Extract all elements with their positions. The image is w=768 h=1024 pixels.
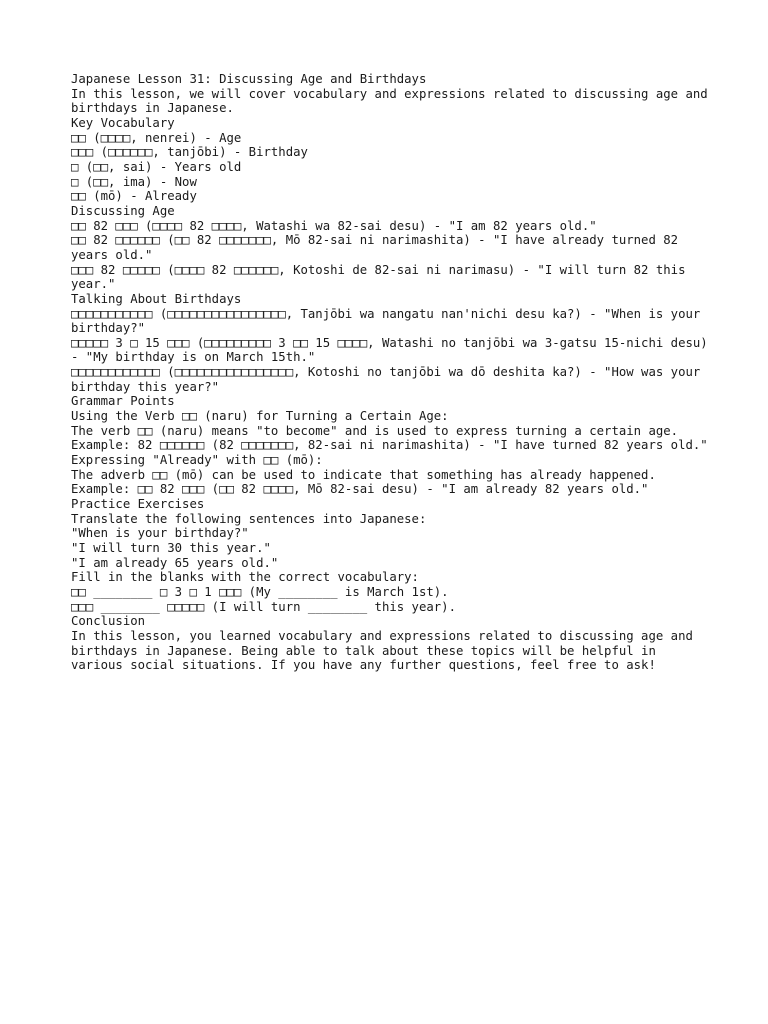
exercise-item: □□ ________ □ 3 □ 1 □□□ (My ________ is March 1st).	[71, 584, 449, 599]
conclusion-paragraph: In this lesson, you learned vocabulary and expressions related to discussing age and birthdays in Japanese. Being able to talk about these topics will be helpful in various social situations. If you have any further questions, feel free to ask!	[71, 628, 701, 673]
exercise-instruction: Translate the following sentences into Japanese:	[71, 511, 427, 526]
vocab-item-already: □□ (mō) - Already	[71, 189, 197, 204]
vocab-item-now: □ (□□, ima) - Now	[71, 174, 197, 189]
intro-paragraph: In this lesson, we will cover vocabulary and expressions related to discussing age and birthdays in Japanese.	[71, 86, 716, 116]
section-heading-conclusion: Conclusion	[71, 614, 146, 629]
grammar-example: Example: 82 □□□□□□ (82 □□□□□□□, 82-sai ni narimashita) - "I have turned 82 years old."	[71, 438, 708, 453]
lesson-title: Japanese Lesson 31: Discussing Age and Birthdays	[71, 72, 427, 86]
exercise-item: □□□ ________ □□□□□ (I will turn ________ this year).	[71, 599, 456, 614]
section-heading-talking-about-birthdays: Talking About Birthdays	[71, 291, 242, 306]
example-sentence: □□□ 82 □□□□□ (□□□□ 82 □□□□□□, Kotoshi de 82-sai ni narimasu) - "I will turn 82 this year."	[71, 262, 693, 292]
section-heading-key-vocabulary: Key Vocabulary	[71, 115, 175, 130]
example-sentence: □□ 82 □□□ (□□□□ 82 □□□□, Watashi wa 82-sai desu) - "I am 82 years old."	[71, 218, 597, 233]
section-heading-practice-exercises: Practice Exercises	[71, 497, 205, 512]
grammar-example: Example: □□ 82 □□□ (□□ 82 □□□□, Mō 82-sai desu) - "I am already 82 years old."	[71, 482, 649, 497]
grammar-explanation: The verb □□ (naru) means "to become" and is used to express turning a certain age.	[71, 423, 679, 438]
grammar-subheading: Using the Verb □□ (naru) for Turning a Certain Age:	[71, 409, 449, 424]
example-sentence: □□□□□□□□□□□□ (□□□□□□□□□□□□□□□□, Kotoshi no tanjōbi wa dō deshita ka?) - "How was your birthday this year?"	[71, 365, 708, 394]
grammar-explanation: The adverb □□ (mō) can be used to indicate that something has already happened.	[71, 467, 656, 482]
grammar-subheading: Expressing "Already" with □□ (mō):	[71, 453, 323, 468]
vocab-item-birthday: □□□ (□□□□□□, tanjōbi) - Birthday	[71, 145, 308, 160]
exercise-item: "I am already 65 years old."	[71, 555, 279, 570]
exercise-instruction: Fill in the blanks with the correct vocabulary:	[71, 570, 419, 585]
section-heading-grammar-points: Grammar Points	[71, 394, 175, 409]
vocab-item-years-old: □ (□□, sai) - Years old	[71, 159, 242, 174]
example-sentence: □□ 82 □□□□□□ (□□ 82 □□□□□□□, Mō 82-sai ni narimashita) - "I have already turned 82 years old."	[71, 233, 686, 262]
exercise-item: "I will turn 30 this year."	[71, 541, 271, 555]
section-heading-discussing-age: Discussing Age	[71, 203, 175, 218]
exercise-item: "When is your birthday?"	[71, 526, 249, 541]
example-sentence: □□□□□ 3 □ 15 □□□ (□□□□□□□□□ 3 □□ 15 □□□□, Watashi no tanjōbi wa 3-gatsu 15-nichi desu) - "My birthday is on March 15th."	[71, 335, 716, 365]
vocab-item-age: □□ (□□□□, nenrei) - Age	[71, 130, 242, 145]
example-sentence: □□□□□□□□□□□ (□□□□□□□□□□□□□□□□, Tanjōbi wa nangatu nan'nichi desu ka?) - "When is your birthday?"	[71, 306, 708, 336]
document-body	[71, 72, 716, 673]
